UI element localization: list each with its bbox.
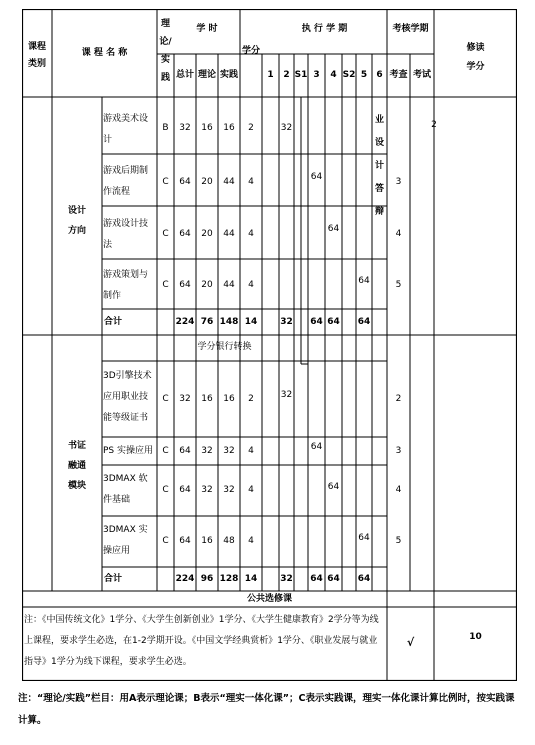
hours-header: 学 时: [196, 24, 218, 34]
credit-cell: 4: [248, 229, 254, 239]
sub-practice-header: 实践: [219, 70, 238, 80]
subtotal-term-3: 64: [310, 317, 323, 327]
course-name: 游戏美术设计: [103, 114, 149, 145]
credit-cell: 2: [248, 394, 254, 404]
total-cell: 64: [179, 485, 191, 495]
check-term: 2: [395, 394, 402, 404]
course-name: 游戏后期制作流程: [103, 166, 149, 197]
term-s1-header: S1: [294, 70, 308, 80]
subtotal-theory: 96: [200, 574, 214, 584]
check-term: 5: [395, 536, 402, 546]
tp-cell: C: [162, 485, 169, 495]
theory-cell: 32: [201, 446, 213, 456]
theory-cell: 20: [201, 280, 213, 290]
footnote-text: 注：“理论/实践”栏目：用A表示理论课；B表示“理实一体化课”；C表示实践课，理实一体化课计算比例时，按实践课计算。: [18, 693, 515, 726]
subtotal-term-5: 64: [357, 574, 371, 584]
check-term: 3: [395, 446, 402, 456]
practice-cell: 32: [223, 446, 235, 456]
check-term: 4: [395, 485, 402, 495]
term-value: 64: [310, 172, 323, 182]
term-value: 64: [327, 224, 340, 234]
tp-cell: C: [162, 280, 169, 290]
term-4-header: 4: [330, 70, 337, 80]
practice-cell: 44: [223, 177, 235, 187]
sub-test-header: 考试: [412, 70, 431, 80]
footnote: [18, 688, 523, 732]
theory-cell: 16: [201, 123, 213, 133]
subtotal-theory: 76: [200, 317, 214, 327]
subtotal-credit: 14: [244, 574, 258, 584]
check-term: 3: [395, 177, 402, 187]
subtotal-term-2: 32: [280, 574, 293, 584]
subtotal-practice: 128: [219, 574, 239, 584]
credit-cell: 2: [248, 123, 254, 133]
theory-cell: 20: [201, 229, 213, 239]
tp-cell: C: [162, 536, 169, 546]
subtotal-total: 224: [175, 317, 195, 327]
practice-cell: 44: [223, 280, 235, 290]
course-name: PS 实操应用: [103, 446, 154, 456]
term-value: 32: [280, 123, 293, 133]
total-cell: 64: [179, 536, 191, 546]
term-value: 64: [358, 276, 370, 286]
course-name: 3DMAX 软件基础: [103, 474, 148, 505]
subtotal-label: 合计: [104, 317, 123, 327]
credit-cell: 4: [248, 536, 254, 546]
total-cell: 32: [179, 394, 191, 404]
credit-cell: 4: [248, 280, 254, 290]
credit-bank-note: 学分银行转换: [197, 342, 252, 352]
category-header: 课程 类别: [27, 42, 46, 69]
course-name: 游戏策划与制作: [103, 270, 149, 301]
exam-term-header: 考核学期: [392, 24, 429, 34]
term-1-header: 1: [267, 70, 274, 80]
course-name: 3DMAX 实操应用: [103, 525, 148, 556]
theory-cell: 16: [201, 536, 213, 546]
credit-header: 学分: [241, 46, 260, 56]
exec-term-header: 执 行 学 期: [301, 24, 348, 34]
theory-practice-header: 理 论/ 实 践: [159, 19, 172, 83]
practice-cell: 32: [223, 485, 235, 495]
check-term: 2: [431, 120, 437, 130]
total-cell: 64: [179, 280, 191, 290]
course-name-header: 课 程 名 称: [81, 48, 128, 58]
course-name: 游戏设计技法: [103, 219, 149, 250]
total-cell: 32: [179, 123, 191, 133]
tp-cell: C: [162, 394, 169, 404]
subtotal-total: 224: [175, 574, 195, 584]
subtotal-term-3: 64: [310, 574, 323, 584]
term-6-header: 6: [376, 70, 383, 80]
theory-cell: 20: [201, 177, 213, 187]
credit-cell: 4: [248, 485, 254, 495]
public-electives-title: 公共选修课: [246, 594, 292, 604]
curriculum-table: [22, 9, 517, 681]
course-name: 3D引擎技术应用职业技能等级证书: [103, 371, 152, 423]
subtotal-credit: 14: [244, 317, 258, 327]
term-value: 64: [310, 442, 323, 452]
total-cell: 64: [179, 177, 191, 187]
term-3-header: 3: [313, 70, 320, 80]
public-electives-note: 注：《中国传统文化》1学分、《大学生创新创业》1学分、《大学生健康教育》2学分等为线上课程，要求学生必选，在1-2学期开设。《中国文学经典赏析》1学分、《职业发展与就业指导》1学分为线下课程，要求学生必选。: [24, 615, 379, 667]
theory-cell: 32: [201, 485, 213, 495]
sub-theory-header: 理论: [197, 70, 216, 80]
subtotal-practice: 148: [219, 317, 239, 327]
sub-exam-header: 考查: [389, 70, 408, 80]
tp-cell: C: [162, 177, 169, 187]
subtotal-term-4: 64: [327, 574, 340, 584]
term-value: 64: [327, 482, 340, 492]
theory-cell: 16: [201, 394, 213, 404]
credit-cell: 4: [248, 177, 254, 187]
practice-cell: 44: [223, 229, 235, 239]
subtotal-term-4: 64: [327, 317, 340, 327]
subtotal-term-2: 32: [280, 317, 293, 327]
check-term: 4: [395, 229, 402, 239]
design-group-label: 设计 方向: [67, 206, 86, 236]
tp-cell: C: [162, 229, 169, 239]
practice-cell: 16: [223, 123, 235, 133]
check-mark: √: [406, 636, 415, 649]
total-cell: 64: [179, 446, 191, 456]
subtotal-label: 合计: [104, 574, 123, 584]
public-credits: 10: [469, 632, 482, 642]
thesis-defense-note: 业 设 计 答 辩: [374, 115, 384, 217]
subtotal-term-5: 64: [357, 317, 371, 327]
term-value: 32: [280, 390, 293, 400]
check-term: 5: [395, 280, 402, 290]
total-cell: 64: [179, 229, 191, 239]
term-5-header: 5: [360, 70, 368, 80]
credit-cell: 4: [248, 446, 254, 456]
practice-cell: 48: [223, 536, 235, 546]
term-s2-header: S2: [342, 70, 356, 80]
tp-cell: C: [162, 446, 169, 456]
cert-group-label: 书证 融通 模块: [67, 441, 86, 491]
term-2-header: 2: [283, 70, 290, 80]
tp-cell: B: [162, 123, 169, 133]
required-credit-header: 修读 学分: [466, 43, 485, 72]
sub-total-header: 总计: [175, 70, 194, 80]
term-value: 64: [358, 533, 370, 543]
practice-cell: 16: [223, 394, 235, 404]
